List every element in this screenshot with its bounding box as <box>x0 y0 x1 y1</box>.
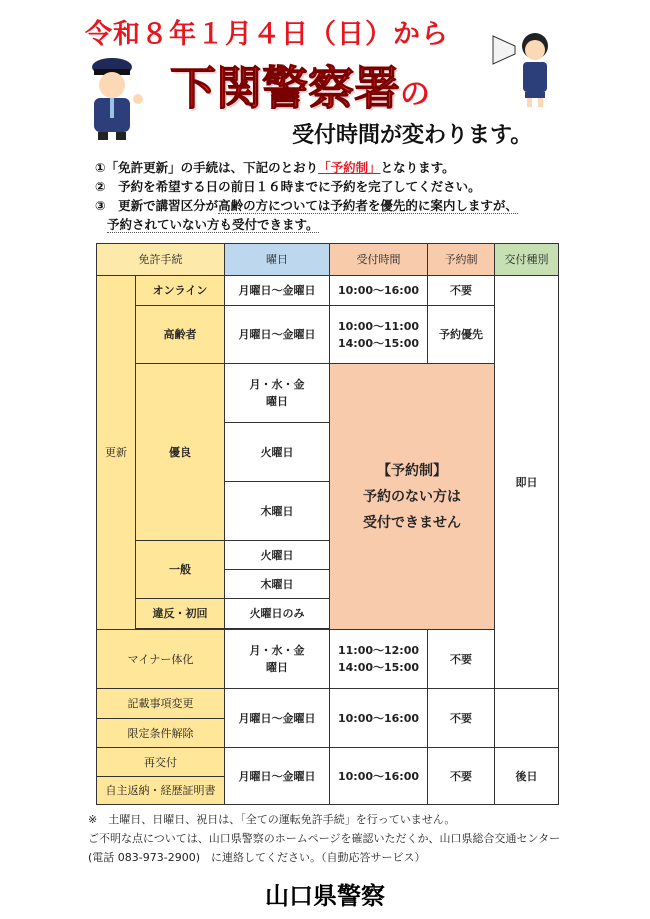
reserved-l3: 受付できません <box>363 514 461 531</box>
reservation-required-block <box>330 364 495 630</box>
table-header-row <box>97 244 559 276</box>
excellent-days-1b: 曜日 <box>266 395 288 408</box>
reception-hours-table <box>96 243 559 805</box>
mynumber-hours-1: 11:00～12:00 <box>337 644 420 657</box>
station-name <box>170 52 430 118</box>
elderly-days: 月曜日～金曜日 <box>225 306 330 364</box>
header-days: 曜日 <box>225 244 330 276</box>
mynumber-days <box>225 630 330 689</box>
effective-date: 令和８年１月４日（日）から <box>85 19 449 50</box>
note-3-underlined: 高齢の方については予約者を優先的に案内しますが、 <box>218 198 518 213</box>
reissue-label-1: 再交付 <box>97 748 225 777</box>
reserved-l2: 予約のない方は <box>363 488 461 505</box>
change-label-1: 記載事項変更 <box>97 689 225 719</box>
police-officer-illustration <box>80 55 150 140</box>
renewal-label: 更新 <box>97 276 136 630</box>
mynumber-days-b: 曜日 <box>266 661 288 674</box>
table-row <box>97 306 559 364</box>
header-issue-type: 交付種別 <box>495 244 559 276</box>
reserved-l1: 【予約制】 <box>377 462 447 479</box>
signature: 山口県警察 <box>265 882 385 910</box>
station-suffix: の <box>400 77 430 112</box>
note-3 <box>95 196 518 215</box>
elderly-reservation: 予約優先 <box>428 306 495 364</box>
mynumber-reservation: 不要 <box>428 630 495 689</box>
station-name-text: 下関警察署 <box>170 61 400 115</box>
issue-same-day-cont <box>495 689 559 748</box>
reissue-reservation: 不要 <box>428 748 495 805</box>
footer-note-2: ご不明な点については、山口県警察のホームページを確認いただくか、山口県総合交通センター <box>88 832 561 845</box>
online-label: オンライン <box>136 276 225 306</box>
mynumber-hours-2: 14:00～15:00 <box>337 661 420 674</box>
mynumber-hours <box>330 630 428 689</box>
change-days: 月曜日～金曜日 <box>225 689 330 748</box>
elderly-label: 高齢者 <box>136 306 225 364</box>
general-label: 一般 <box>136 541 225 599</box>
online-days: 月曜日～金曜日 <box>225 276 330 306</box>
general-days-2: 木曜日 <box>225 570 330 599</box>
excellent-label: 優良 <box>136 364 225 541</box>
elderly-hours-1: 10:00～11:00 <box>337 319 420 333</box>
officer-megaphone-illustration <box>485 28 565 108</box>
footer-note-1: ※ 土曜日、日曜日、祝日は、「全ての運転免許手続」を行っていません。 <box>88 813 456 826</box>
note-1-text: ①「免許更新」の手続は、下記のとおり <box>95 160 319 175</box>
note-2: ② 予約を希望する日の前日１６時までに予約を完了してください。 <box>95 179 481 194</box>
reissue-label-2: 自主返納・経歴証明書 <box>97 777 225 805</box>
mynumber-days-a: 月・水・金 <box>249 644 305 657</box>
reissue-days: 月曜日～金曜日 <box>225 748 330 805</box>
table-row <box>97 364 559 423</box>
table-row <box>97 630 559 689</box>
note-1-highlight: 「予約制」 <box>318 160 381 175</box>
elderly-hours-2: 14:00～15:00 <box>337 336 420 350</box>
subtitle: 受付時間が変わります。 <box>292 123 533 148</box>
footer-notes <box>88 810 560 867</box>
header-hours: 受付時間 <box>330 244 428 276</box>
excellent-days-2: 火曜日 <box>225 423 330 482</box>
header-reservation: 予約制 <box>428 244 495 276</box>
online-reservation: 不要 <box>428 276 495 306</box>
elderly-hours <box>330 306 428 364</box>
table-row <box>97 276 559 306</box>
notice-list <box>95 158 518 234</box>
change-reservation: 不要 <box>428 689 495 748</box>
violation-days: 火曜日のみ <box>225 599 330 629</box>
table-row <box>97 748 559 777</box>
reissue-issue-type: 後日 <box>495 748 559 805</box>
excellent-days-1a: 月・水・金 <box>249 378 305 391</box>
note-3-cont <box>95 215 518 234</box>
mynumber-label: マイナー体化 <box>97 630 225 689</box>
note-3-text: ③ 更新で講習区分が <box>95 198 219 213</box>
change-label-2: 限定条件解除 <box>97 719 225 748</box>
online-hours: 10:00～16:00 <box>330 276 428 306</box>
reissue-hours: 10:00～16:00 <box>330 748 428 805</box>
header-procedure: 免許手続 <box>97 244 225 276</box>
issue-same-day: 即日 <box>495 276 559 689</box>
note-1 <box>95 158 518 177</box>
note-3-line2: 予約されていない方も受付できます。 <box>107 217 319 232</box>
note-1-end: となります。 <box>380 160 455 175</box>
excellent-days-3: 木曜日 <box>225 482 330 541</box>
footer-contact: (電話 083-973-2900) に連絡してください。（自動応答サービス） <box>88 851 426 864</box>
violation-label: 違反・初回 <box>136 599 225 629</box>
excellent-days-1 <box>225 364 330 423</box>
general-days-1: 火曜日 <box>225 541 330 570</box>
table-row <box>97 689 559 719</box>
change-hours: 10:00～16:00 <box>330 689 428 748</box>
